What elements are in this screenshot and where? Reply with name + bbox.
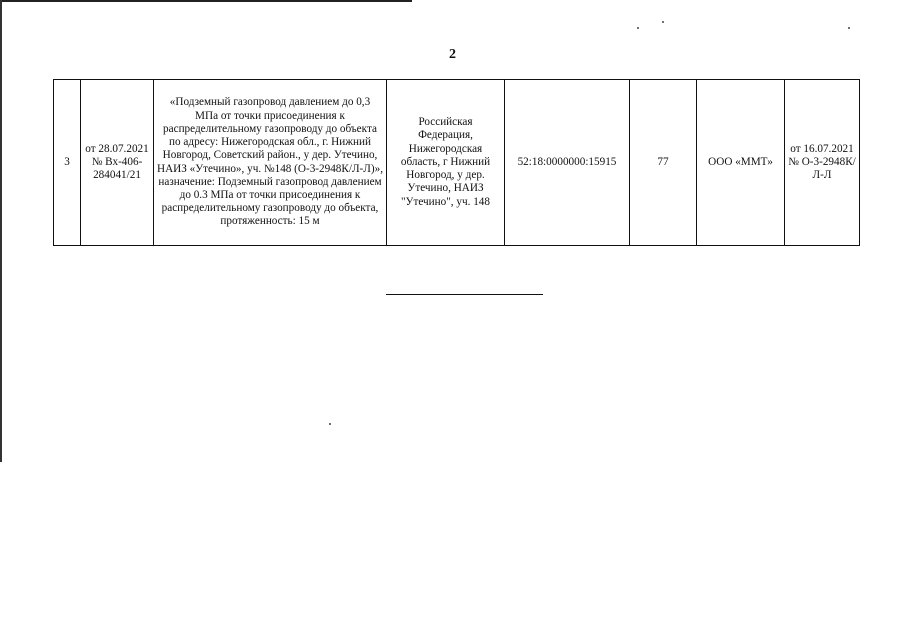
registry-table xyxy=(53,79,860,246)
cell-location: Российская Федерация, Нижегородская область, г Нижний Новгород, у дер. Утечино, НАИЗ "Утечино", уч. 148 xyxy=(387,80,505,246)
incoming-date: от 28.07.2021 xyxy=(85,142,149,155)
scan-speck xyxy=(637,27,639,29)
cell-index: 3 xyxy=(54,80,81,246)
cell-cadastral-number: 52:18:0000000:15915 xyxy=(505,80,630,246)
cell-code: 77 xyxy=(630,80,697,246)
page-number: 2 xyxy=(449,47,456,62)
incoming-number: № Вх-406-284041/21 xyxy=(91,155,143,182)
scan-edge-left xyxy=(0,0,2,462)
scan-speck xyxy=(329,423,331,425)
cell-incoming xyxy=(81,80,154,246)
scan-edge-top xyxy=(0,0,412,2)
closing-rule xyxy=(386,294,543,295)
cell-organization: ООО «ММТ» xyxy=(697,80,785,246)
table-row xyxy=(54,80,860,246)
basis-date: от 16.07.2021 xyxy=(790,142,854,155)
cell-basis xyxy=(785,80,860,246)
cell-description: «Подземный газопровод давлением до 0,3 МПа от точки присоединения к распределительному газопроводу до объекта по адресу: Нижегородская обл., г. Нижний Новгород, Советский район., у дер. Утечино, НАИЗ «Утечино», уч. №148 (О-3-2948К/Л-Л)», назначение: Подземный газопровод давлением до 0.3 МПа от точки присоединения к распределительному газопроводу до объекта, протяженность: 15 м xyxy=(154,80,387,246)
scan-speck xyxy=(848,27,850,29)
basis-number: № О-3-2948К/Л-Л xyxy=(788,155,856,182)
scan-speck xyxy=(662,21,664,23)
